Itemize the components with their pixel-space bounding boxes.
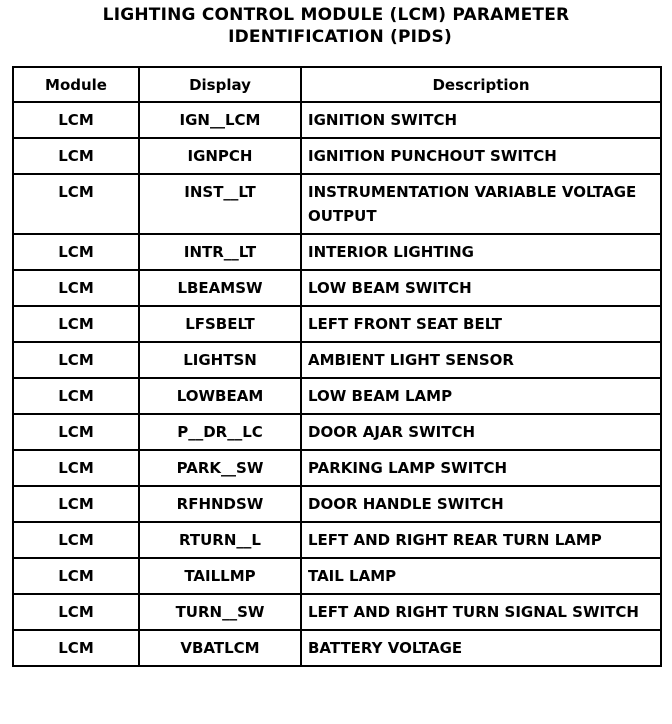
- description-cell: AMBIENT LIGHT SENSOR: [301, 342, 661, 378]
- column-header-module: Module: [13, 67, 139, 102]
- module-cell: LCM: [13, 414, 139, 450]
- module-cell: LCM: [13, 234, 139, 270]
- description-cell: LEFT AND RIGHT REAR TURN LAMP: [301, 522, 661, 558]
- module-cell: LCM: [13, 630, 139, 666]
- description-cell: BATTERY VOLTAGE: [301, 630, 661, 666]
- display-cell: INTR__LT: [139, 234, 301, 270]
- table-row: [13, 450, 661, 486]
- table-row: [13, 234, 661, 270]
- module-cell: LCM: [13, 342, 139, 378]
- table-row: [13, 522, 661, 558]
- table-row: [13, 270, 661, 306]
- table-row: [13, 630, 661, 666]
- pid-table: [12, 66, 662, 667]
- description-cell: IGNITION PUNCHOUT SWITCH: [301, 138, 661, 174]
- display-cell: LBEAMSW: [139, 270, 301, 306]
- module-cell: LCM: [13, 378, 139, 414]
- display-cell: PARK__SW: [139, 450, 301, 486]
- module-cell: LCM: [13, 594, 139, 630]
- module-cell: LCM: [13, 138, 139, 174]
- description-cell: TAIL LAMP: [301, 558, 661, 594]
- display-cell: RTURN__L: [139, 522, 301, 558]
- display-cell: LFSBELT: [139, 306, 301, 342]
- display-cell: TAILLMP: [139, 558, 301, 594]
- description-cell: DOOR AJAR SWITCH: [301, 414, 661, 450]
- display-cell: IGNPCH: [139, 138, 301, 174]
- pid-table-body: [13, 102, 661, 666]
- display-cell: INST__LT: [139, 174, 301, 234]
- table-row: [13, 174, 661, 234]
- description-cell: LOW BEAM LAMP: [301, 378, 661, 414]
- table-row: [13, 138, 661, 174]
- description-cell: LOW BEAM SWITCH: [301, 270, 661, 306]
- description-cell: PARKING LAMP SWITCH: [301, 450, 661, 486]
- table-row: [13, 306, 661, 342]
- document-title-line-2: IDENTIFICATION (PIDS): [228, 27, 452, 47]
- module-cell: LCM: [13, 174, 139, 234]
- column-header-description: Description: [301, 67, 661, 102]
- table-row: [13, 102, 661, 138]
- pid-table-header: [13, 67, 661, 102]
- table-row: [13, 342, 661, 378]
- display-cell: LIGHTSN: [139, 342, 301, 378]
- description-cell: INTERIOR LIGHTING: [301, 234, 661, 270]
- table-row: [13, 378, 661, 414]
- table-row: [13, 558, 661, 594]
- description-cell: IGNITION SWITCH: [301, 102, 661, 138]
- table-row: [13, 486, 661, 522]
- display-cell: RFHNDSW: [139, 486, 301, 522]
- column-header-display: Display: [139, 67, 301, 102]
- table-row: [13, 414, 661, 450]
- document-title: [0, 4, 672, 48]
- document-title-line-1: LIGHTING CONTROL MODULE (LCM) PARAMETER: [102, 5, 570, 25]
- module-cell: LCM: [13, 486, 139, 522]
- header-row: [13, 67, 661, 102]
- description-cell: INSTRUMENTATION VARIABLE VOLTAGE OUTPUT: [301, 174, 661, 234]
- display-cell: LOWBEAM: [139, 378, 301, 414]
- display-cell: TURN__SW: [139, 594, 301, 630]
- module-cell: LCM: [13, 558, 139, 594]
- display-cell: IGN__LCM: [139, 102, 301, 138]
- description-cell: LEFT AND RIGHT TURN SIGNAL SWITCH: [301, 594, 661, 630]
- display-cell: P__DR__LC: [139, 414, 301, 450]
- description-cell: DOOR HANDLE SWITCH: [301, 486, 661, 522]
- display-cell: VBATLCM: [139, 630, 301, 666]
- description-cell: LEFT FRONT SEAT BELT: [301, 306, 661, 342]
- module-cell: LCM: [13, 306, 139, 342]
- module-cell: LCM: [13, 450, 139, 486]
- table-row: [13, 594, 661, 630]
- module-cell: LCM: [13, 522, 139, 558]
- module-cell: LCM: [13, 102, 139, 138]
- module-cell: LCM: [13, 270, 139, 306]
